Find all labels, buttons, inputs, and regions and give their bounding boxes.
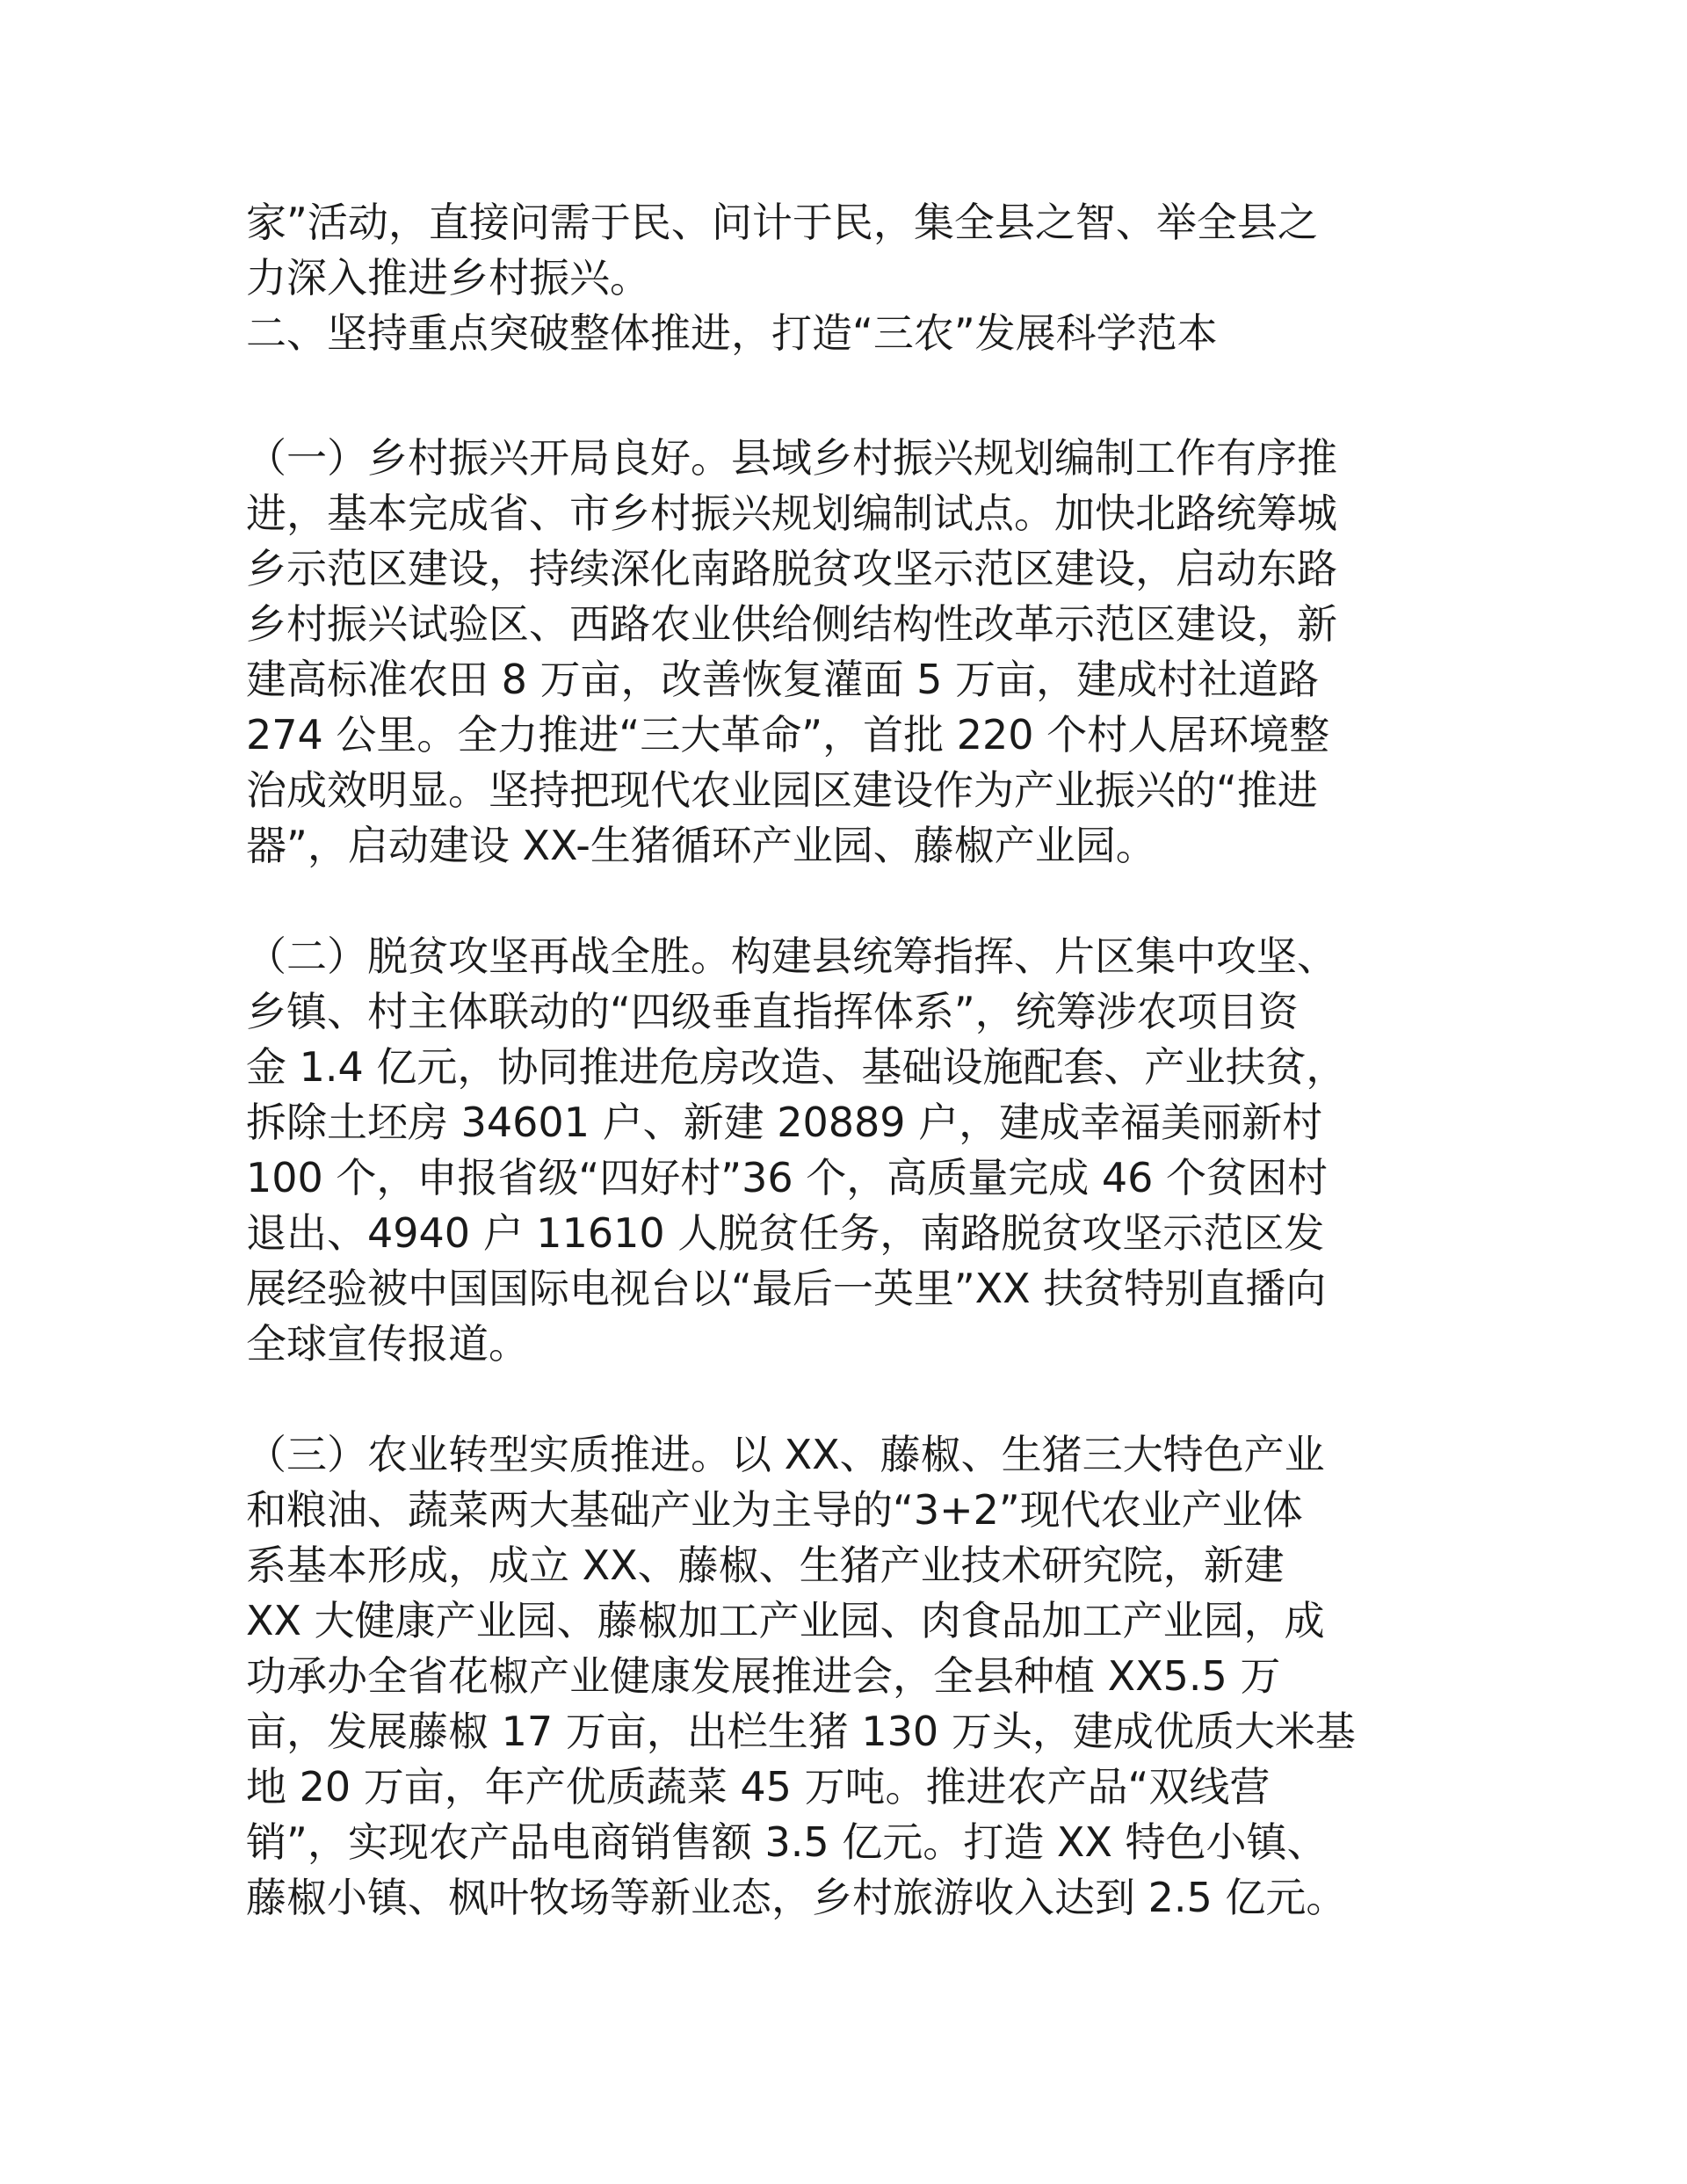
paragraph-poverty-alleviation: （二）脱贫攻坚再战全胜。构建县统筹指挥、片区集中攻坚、 乡镇、村主体联动的“四级垂直指挥体系”，统筹涉农项目资 金 1.4 亿元，协同推进危房改造、基础设施配套、产业扶贫， 拆除土坯房 34601 户、新建 20889 户，建成幸福美丽新村 100 个，申报省级“四好村”36 个，高质量完成 46 个贫困村 退出、4940 户 11610 人脱贫任务，南路脱贫攻坚示范区发 展经验被中国国际电视台以“最后一英里”XX 扶贫特别直播向 全球宣传报道。 [246,932,1347,1368]
section-heading: 二、坚持重点突破整体推进，打造“三农”发展科学范本 [246,309,1218,357]
paragraph-agriculture-transformation: （三）农业转型实质推进。以 XX、藤椒、生猪三大特色产业 和粮油、蔬菜两大基础产业为主导的“3+2”现代农业产业体 系基本形成，成立 XX、藤椒、生猪产业技术研究院，新建 XX 大健康产业园、藤椒加工产业园、肉食品加工产业园，成 功承办全省花椒产业健康发展推进会，全县种植 XX5.5 万 亩，发展藤椒 17 万亩，出栏生猪 130 万头，建成优质大米基 地 20 万亩，年产优质蔬菜 45 万吨。推进农产品“双线营 销”，实现农产品电商销售额 3.5 亿元。打造 XX 特色小镇、 藤椒小镇、枫叶牧场等新业态，乡村旅游收入达到 2.5 亿元。 [246,1431,1356,1921]
paragraph-rural-revitalization: （一）乡村振兴开局良好。县域乡村振兴规划编制工作有序推 进，基本完成省、市乡村振兴规划编制试点。加快北路统筹城 乡示范区建设，持续深化南路脱贫攻坚示范区建设，启动东路 乡村振兴试验区、西路农业供给侧结构性改革示范区建设，新 建高标准农田 8 万亩，改善恢复灌面 5 万亩，建成村社道路 274 公里。全力推进“三大革命”，首批 220 个村人居环境整 治成效明显。坚持把现代农业园区建设作为产业振兴的“推进 器”，启动建设 XX-生猪循环产业园、藤椒产业园。 [246,434,1337,869]
paragraph-continuation: 家”活动，直接问需于民、问计于民，集全县之智、举全县之 力深入推进乡村振兴。 [246,199,1318,301]
